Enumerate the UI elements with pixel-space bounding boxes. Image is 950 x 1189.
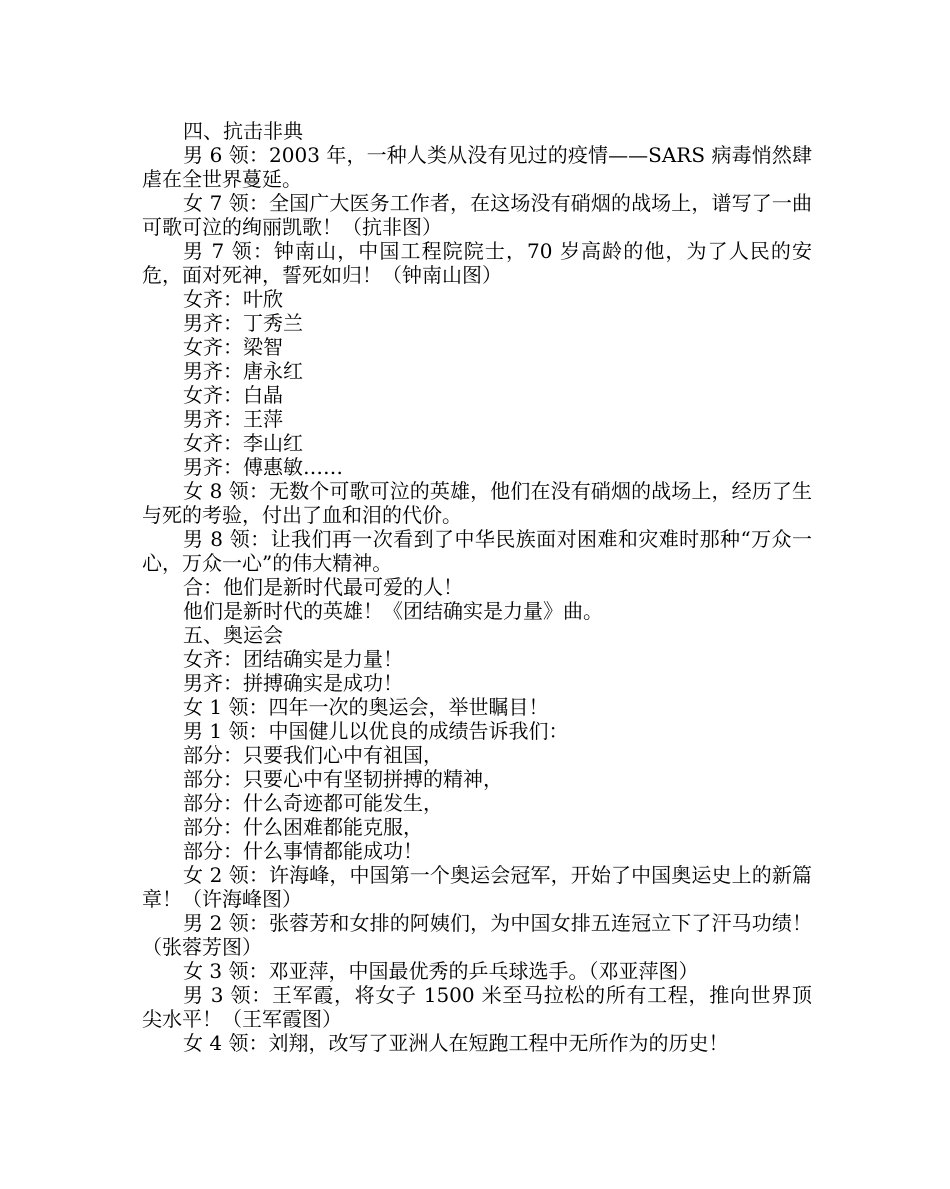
paragraph: 女齐：叶欣 [183, 287, 283, 311]
paragraph: 男 8 领：让我们再一次看到了中华民族面对困难和灾难时那种“万众一心，万众一心”的伟大精神。 [142, 527, 812, 575]
paragraph: 男 2 领：张蓉芳和女排的阿姨们，为中国女排五连冠立下了汗马功绩！（张蓉芳图） [142, 911, 812, 959]
paragraph: 部分：什么困难都能克服， [183, 815, 423, 839]
paragraph: 女 8 领：无数个可歌可泣的英雄，他们在没有硝烟的战场上，经历了生与死的考验，付出了血和泪的代价。 [142, 479, 812, 527]
paragraph: 女齐：李山红 [183, 431, 303, 455]
paragraph: 部分：什么奇迹都可能发生， [183, 791, 443, 815]
paragraph: 部分：只要心中有坚韧拼搏的精神， [183, 767, 503, 791]
paragraph: 女 3 领：邓亚萍，中国最优秀的乒乓球选手。（邓亚萍图） [183, 959, 699, 983]
paragraph: 男齐：傅惠敏…… [183, 455, 343, 479]
paragraph: 男 6 领：2003 年，一种人类从没有见过的疫情——SARS 病毒悄然肆虐在全世界蔓延。 [142, 143, 812, 191]
paragraph: 男齐：王萍 [183, 407, 283, 431]
paragraph: 男 7 领：钟南山，中国工程院院士，70 岁高龄的他，为了人民的安危，面对死神，誓死如归！（钟南山图） [142, 239, 812, 287]
paragraph: 部分：什么事情都能成功！ [183, 839, 423, 863]
paragraph: 女 1 领：四年一次的奥运会，举世瞩目！ [183, 695, 549, 719]
section-heading-olympics: 五、奥运会 [183, 623, 283, 647]
paragraph: 女 7 领：全国广大医务工作者，在这场没有硝烟的战场上，谱写了一曲可歌可泣的绚丽凯歌！（抗非图） [142, 191, 812, 239]
section-heading-anti-sars: 四、抗击非典 [183, 119, 303, 143]
paragraph: 男齐：丁秀兰 [183, 311, 303, 335]
paragraph: 部分：只要我们心中有祖国， [183, 743, 443, 767]
document-body [142, 119, 812, 1055]
paragraph: 女齐：梁智 [183, 335, 283, 359]
paragraph: 男 3 领：王军霞，将女子 1500 米至马拉松的所有工程，推向世界顶尖水平！（王军霞图） [142, 983, 812, 1031]
paragraph: 合：他们是新时代最可爱的人！ [183, 575, 463, 599]
paragraph: 女齐：白晶 [183, 383, 283, 407]
paragraph: 他们是新时代的英雄！《团结确实是力量》曲。 [183, 599, 603, 623]
paragraph: 男 1 领：中国健儿以优良的成绩告诉我们： [183, 719, 569, 743]
paragraph: 男齐：拼搏确实是成功！ [183, 671, 403, 695]
paragraph: 女齐：团结确实是力量！ [183, 647, 403, 671]
paragraph: 女 4 领：刘翔，改写了亚洲人在短跑工程中无所作为的历史！ [183, 1031, 729, 1055]
paragraph: 男齐：唐永红 [183, 359, 303, 383]
paragraph: 女 2 领：许海峰，中国第一个奥运会冠军，开始了中国奥运史上的新篇章！（许海峰图） [142, 863, 812, 911]
